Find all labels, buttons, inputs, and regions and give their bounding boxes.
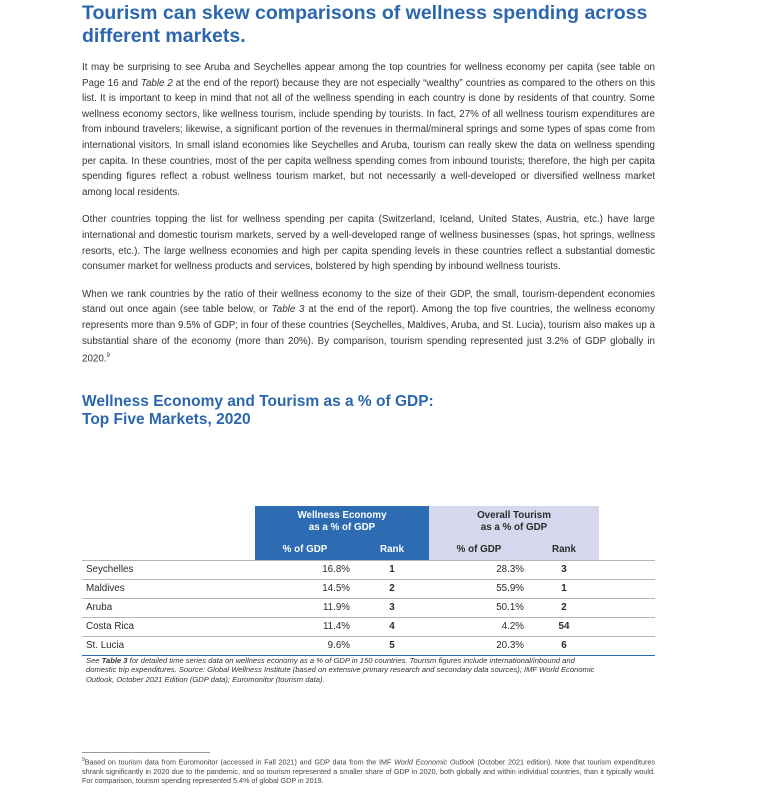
tourism-pct-cell: 20.3% xyxy=(496,640,524,651)
wellness-pct-column-header: % of GDP xyxy=(255,540,355,560)
wellness-rank-cell: 1 xyxy=(389,564,395,575)
tourism-pct-cell: 50.1% xyxy=(496,602,524,613)
paragraph-3 xyxy=(82,287,655,367)
table-title-line-2: Top Five Markets, 2020 xyxy=(82,411,251,429)
country-cell: Aruba xyxy=(86,602,113,613)
paragraph-1-text-a: It may be surprising to see Aruba and Seychelles appear among the top countries for wellness economy per capita (see table on Page 16 and xyxy=(82,62,655,89)
table-row xyxy=(82,618,655,637)
document-page xyxy=(82,0,655,684)
paragraph-1-text-b: at the end of the report) because they are not especially “wealthy” countries as compared to the others on this list. It is important to keep in mind that not all of the wellness spending in each country is done by residents of that country. Some wellness economy sectors, like wellness tourism, include spending by tourists. In fact, 27% of all wellness tourism expenditures are from inbound travelers; likewise, a significant portion of the revenues in thermal/mineral springs and some types of spas come from international visitors. In small island economies like Seychelles and Aruba, tourism can really skew the data on wellness spending per capita. In these countries, most of the per capita wellness spending comes from inbound tourists; therefore, the high per capita spending figures reflect a robust wellness tourism market, but not necessarily a well-developed or diversified wellness market among local residents. xyxy=(82,77,655,198)
wellness-pct-cell: 14.5% xyxy=(322,583,350,594)
footnote-weo-reference: World Economic Outlook xyxy=(394,757,475,767)
table-title xyxy=(82,393,655,430)
table-title-line-1: Wellness Economy and Tourism as a % of GDP: xyxy=(82,392,434,410)
wellness-group-header-line-1: Wellness Economy xyxy=(297,510,387,521)
table-body xyxy=(82,560,655,656)
table-row xyxy=(82,580,655,599)
tourism-pct-cell: 55.9% xyxy=(496,583,524,594)
wellness-pct-cell: 11.4% xyxy=(322,621,350,632)
wellness-pct-cell: 16.8% xyxy=(322,564,350,575)
country-cell: St. Lucia xyxy=(86,640,125,651)
page-heading: Tourism can skew comparisons of wellness spending across different markets. xyxy=(82,2,648,47)
table-column-header-row xyxy=(82,540,655,560)
table-row xyxy=(82,561,655,580)
paragraph-2: Other countries topping the list for wellness spending per capita (Switzerland, Iceland, United States, Austria, etc.) have large international and domestic tourism markets, served by a well-developed range of wellness businesses (spas, hot springs, wellness resorts, etc.). The large wellness economies and high per capita spending levels in these countries reflect a substantial domestic consumer market for wellness products and services, bolstered by high spending by inbound wellness tourists. xyxy=(82,214,655,273)
tourism-group-header-line-2: as a % of GDP xyxy=(480,522,548,533)
table-group-header-row xyxy=(82,506,655,540)
tourism-rank-cell: 6 xyxy=(561,640,567,651)
paragraph-1 xyxy=(82,60,655,200)
table-source-note xyxy=(86,656,606,684)
footnote-divider xyxy=(82,752,210,753)
footnote-marker: 9 xyxy=(106,353,110,360)
tourism-pct-column-header: % of GDP xyxy=(429,540,529,560)
table-note-text-a: See xyxy=(86,656,102,665)
tourism-pct-cell: 4.2% xyxy=(501,621,524,632)
footnote xyxy=(82,756,655,786)
wellness-rank-cell: 2 xyxy=(389,583,395,594)
footnote-text-b: (October 2021 edition). Note that tourism expenditures shrank significantly in 2020 due to the pandemic, and so tourism represented a smaller share of GDP in 2020, both globally and within individual countries, than it typically would. For comparison, tourism spending represented 5.4% of global GDP in 2019. xyxy=(82,757,656,786)
country-cell: Maldives xyxy=(86,583,125,594)
tourism-rank-cell: 2 xyxy=(561,602,567,613)
table-note-text-b: for detailed time series data on wellness economy as a % of GDP in 150 countries. Tourism figures include international/inbound and domestic trip expenditures. Source: Global Wellness Institute (based on extensive primary research and secondary data sources); IMF World Economic Outlook, October 2021 Edition (GDP data); Euromonitor (tourism data). xyxy=(86,656,595,684)
wellness-pct-cell: 9.6% xyxy=(327,640,350,651)
gdp-table xyxy=(82,506,655,656)
wellness-group-header xyxy=(255,506,429,540)
wellness-pct-cell: 11.9% xyxy=(322,602,350,613)
table-row xyxy=(82,599,655,618)
paragraph-3-text-a: When we rank countries by the ratio of their wellness economy to the size of their GDP, the small, tourism-dependent economies stand out once again (see table below, or xyxy=(82,288,655,316)
wellness-rank-cell: 4 xyxy=(389,621,395,632)
wellness-group-header-line-2: as a % of GDP xyxy=(308,522,376,533)
tourism-group-header-line-1: Overall Tourism xyxy=(477,510,551,521)
wellness-rank-column-header: Rank xyxy=(355,540,429,560)
footnote-text-a: Based on tourism data from Euromonitor (accessed in Fall 2021) and GDP data from the IMF xyxy=(84,757,395,767)
table-3-reference: Table 3 xyxy=(271,304,305,316)
table-row xyxy=(82,637,655,656)
tourism-rank-column-header: Rank xyxy=(529,540,599,560)
tourism-pct-cell: 28.3% xyxy=(496,564,524,575)
tourism-rank-cell: 54 xyxy=(558,621,570,632)
country-cell: Costa Rica xyxy=(86,621,134,632)
country-cell: Seychelles xyxy=(86,564,134,575)
wellness-rank-cell: 5 xyxy=(389,640,395,651)
table-note-table-3-reference: Table 3 xyxy=(101,656,128,665)
paragraph-3-text-b: at the end of the report). Among the top five countries, the wellness economy represents more than 9.5% of GDP; in four of these countries (Seychelles, Maldives, Aruba, and St. Lucia), tourism also makes up a substantial share of the economy (more than 20%). By comparison, tourism spending represented just 3.2% of GDP globally in 2020. xyxy=(82,304,655,365)
tourism-group-header xyxy=(429,506,599,540)
table-2-reference: Table 2 xyxy=(140,77,173,89)
footnote-number: 9 xyxy=(82,757,85,763)
wellness-rank-cell: 3 xyxy=(389,602,395,613)
tourism-rank-cell: 1 xyxy=(561,583,567,594)
tourism-rank-cell: 3 xyxy=(561,564,567,575)
